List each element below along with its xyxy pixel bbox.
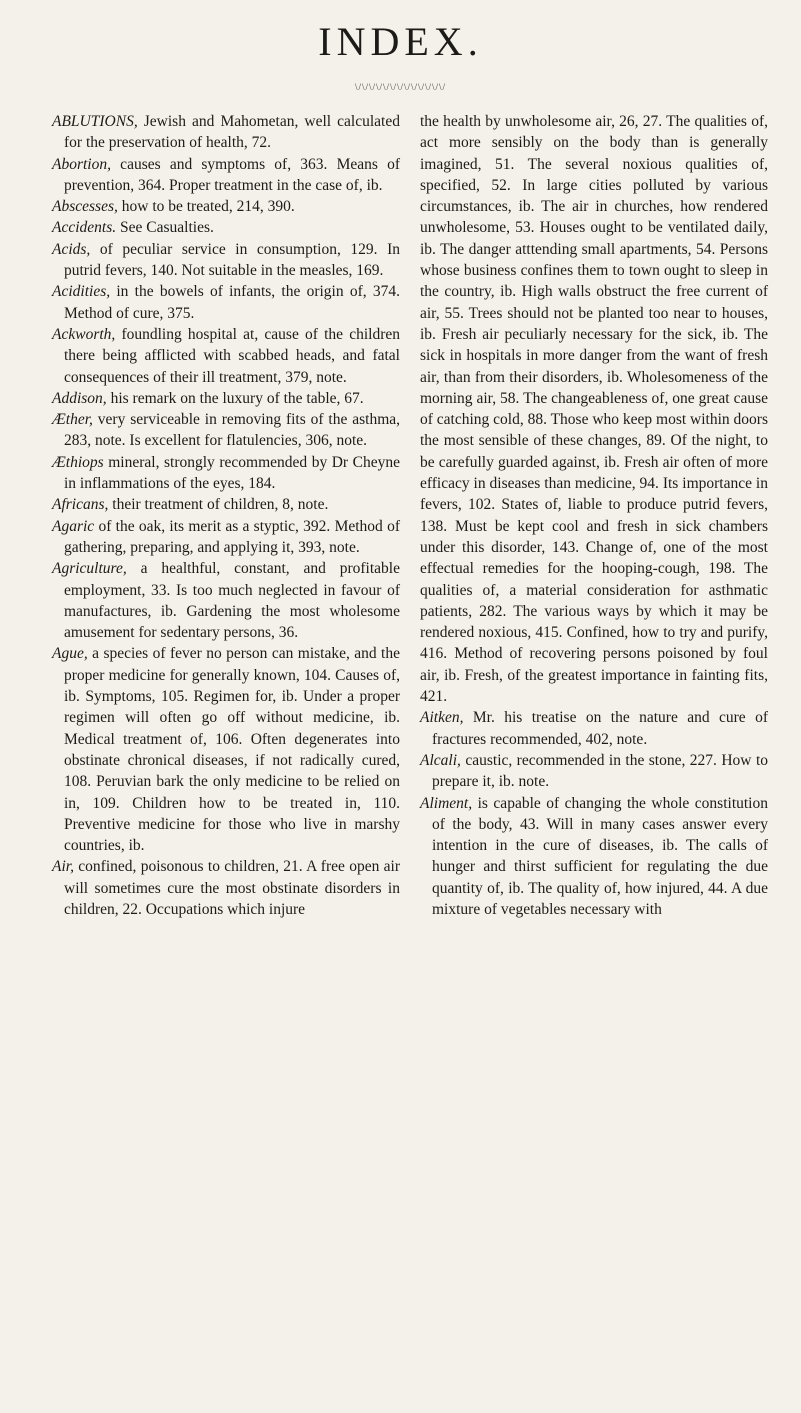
- ornamental-rule: \/\/\/\/\/\/\/\/\/\/\/\/\/: [354, 82, 446, 92]
- entry-text: caustic, recommended in the stone, 227. How to prepare it, ib. note.: [432, 751, 768, 791]
- entry-headword: Air,: [52, 858, 74, 876]
- entry-headword: Addison,: [52, 389, 107, 407]
- entry-text: is capable of changing the whole constitution of the body, 43. Will in many cases answer every intention in the cure of diseases, ib. The calls of hunger and thirst sufficient for regulating the due quantity of, ib. The quality of, how injured, 44. A due mixture of vegetables necessary with: [432, 794, 768, 918]
- entry-text: causes and symptoms of, 363. Means of prevention, 364. Proper treatment in the case of, ib.: [64, 155, 400, 194]
- entry-text: their treatment of children, 8, note.: [108, 496, 329, 514]
- entry-headword: Abscesses,: [52, 198, 118, 216]
- index-entry: [52, 856, 400, 920]
- entry-text: See Casualties.: [116, 219, 214, 237]
- entry-headword: Africans,: [52, 496, 109, 514]
- index-entry: [420, 111, 768, 707]
- entry-text: of peculiar service in consumption, 129. In putrid fevers, 140. Not suitable in the measles, 169.: [64, 240, 400, 280]
- index-entry: [420, 793, 768, 921]
- left-column: [52, 111, 400, 920]
- entry-headword: Ackworth,: [52, 325, 116, 343]
- entry-headword: Agaric: [52, 517, 95, 535]
- entry-text: a species of fever no person can mistake, and the proper medicine for generally known, 104. Causes of, ib. Symptoms, 105. Regimen for, ib. Under a proper regimen will often go off without medicine, ib. Medical treatment of, 106. Often degenerates into obstinate chronical diseases, if not radically cured, 108. Peruvian bark the only medicine to be relied on in, 109. Children how to be treated in, 110. Preventive medicine for those who live in marshy countries, ib.: [64, 645, 400, 855]
- entry-text: the health by unwholesome air, 26, 27. The qualities of, act more sensibly on the body than is generally imagined, 51. The several noxious qualities of, specified, 52. In large cities polluted by various circumstances, ib. The air in churches, how rendered unwholesome, 53. Houses ought to be ventilated daily, ib. The danger atttending small apartments, 54. Persons whose business confines them to town ought to sleep in the country, ib. High walls obstruct the free current of air, 55. Trees should not be planted too near to houses, ib. Fresh air peculiarly necessary for the sick, ib. The sick in hospitals in more danger from the want of fresh air, than from their disorders, ib. Wholesomeness of the morning air, 58. The changeableness of, one great cause of catching cold, 88. Those who keep most within doors the most sensible of these changes, 89. Of the night, to be carefully guarded against, ib. Fresh air often of more efficacy in diseases than medicine, 94. Its importance in fevers, 102. States of, liable to produce putrid fevers, 138. Must be kept cool and fresh in sick chambers under this disorder, 143. Change of, one of the most effectual remedies for the hooping-cough, 198. The qualities of, a material consideration for asthmatic patients, 282. The various ways by which it may be rendered noxious, 415. Confined, how to try and purify, 416. Method of recovering persons poisoned by foul air, ib. Fresh, of the greatest importance in fainting fits, 421.: [420, 113, 768, 706]
- entry-text: his remark on the luxury of the table, 67.: [106, 389, 364, 407]
- index-entry: [52, 239, 400, 282]
- entry-headword: Aitken,: [420, 709, 464, 727]
- entry-headword: Aliment,: [420, 794, 473, 812]
- entry-headword: Agriculture,: [52, 560, 127, 578]
- entry-headword: Æthiops: [52, 453, 104, 471]
- index-entry: [52, 452, 400, 495]
- index-entry: [52, 217, 400, 238]
- index-entry: [52, 111, 400, 154]
- entry-text: mineral, strongly recommended by Dr Cheyne in inflammations of the eyes, 184.: [64, 453, 400, 493]
- entry-text: very serviceable in removing fits of the asthma, 283, note. Is excellent for flatulencies, 306, note.: [64, 411, 400, 450]
- entry-text: confined, poisonous to children, 21. A free open air will sometimes cure the most obstinate disorders in children, 22. Occupations which injure: [64, 858, 400, 918]
- entry-text: foundling hospital at, cause of the children there being afflicted with scabbed heads, and fatal consequences of their ill treatment, 379, note.: [64, 325, 400, 386]
- index-entry: [420, 750, 768, 793]
- entry-headword: ABLUTIONS,: [52, 113, 138, 130]
- index-entry: [52, 494, 400, 515]
- index-entry: [52, 558, 400, 643]
- page-title: INDEX.: [318, 19, 483, 64]
- entry-text: how to be treated, 214, 390.: [117, 198, 295, 216]
- index-entry: [52, 154, 400, 197]
- entry-headword: Alcali,: [420, 751, 461, 769]
- entry-headword: Acids,: [52, 240, 91, 258]
- entry-headword: Ague,: [52, 645, 88, 663]
- index-entry: [52, 281, 400, 324]
- entry-headword: Acidities,: [52, 283, 111, 301]
- entry-headword: Æther,: [52, 411, 93, 429]
- index-entry: [52, 516, 400, 559]
- entry-text: a healthful, constant, and profitable employment, 33. Is too much neglected in favour of manufactures, ib. Gardening the most wholesome amusement for sedentary persons, 36.: [64, 560, 400, 642]
- entry-text: Mr. his treatise on the nature and cure of fractures recommended, 402, note.: [432, 709, 768, 748]
- index-entry: [420, 707, 768, 750]
- entry-text: of the oak, its merit as a styptic, 392. Method of gathering, preparing, and applying it, 393, note.: [64, 517, 400, 556]
- entry-headword: Abortion,: [52, 155, 111, 173]
- entry-text: Jewish and Mahometan, well calculated for the preservation of health, 72.: [64, 113, 400, 152]
- index-entry: [52, 324, 400, 388]
- entry-headword: Accidents.: [52, 219, 117, 237]
- right-column: [420, 111, 768, 920]
- entry-text: in the bowels of infants, the origin of, 374. Method of cure, 375.: [64, 283, 400, 322]
- index-entry: [52, 388, 400, 409]
- index-entry: [52, 643, 400, 856]
- index-entry: [52, 196, 400, 217]
- index-entry: [52, 409, 400, 452]
